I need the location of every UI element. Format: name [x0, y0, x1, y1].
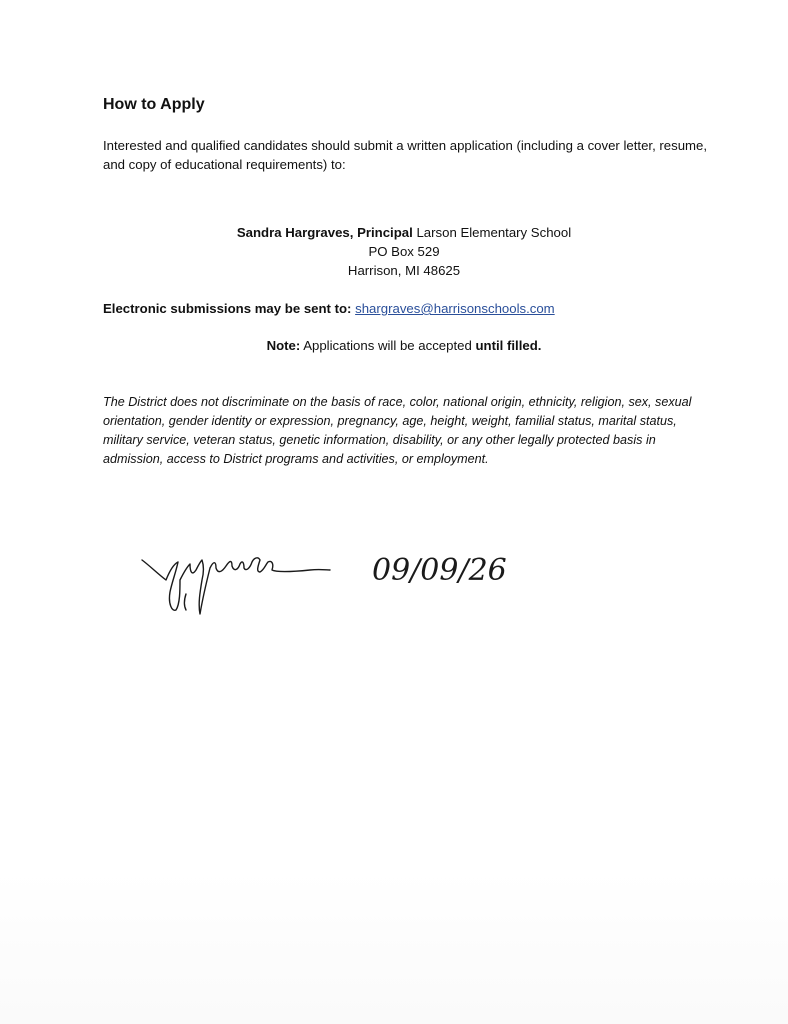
- city-state-zip: Harrison, MI 48625: [347, 263, 461, 278]
- date-text: 09/09/26: [372, 553, 507, 588]
- school-name: Larson Elementary School: [416, 225, 572, 240]
- po-box: PO Box 529: [368, 244, 440, 259]
- note-label: Note:: [266, 338, 301, 353]
- application-note: [103, 336, 705, 355]
- signature-date: [372, 553, 507, 588]
- mailing-address: [103, 223, 705, 280]
- electronic-label: Electronic submissions may be sent to:: [103, 301, 352, 316]
- email-link[interactable]: shargraves@harrisonschools.com: [355, 301, 555, 316]
- handwritten-signature: [140, 540, 520, 630]
- intro-paragraph: Interested and qualified candidates should submit a written application (including a cover letter, resume, and copy of educational requirements) to:: [103, 138, 708, 172]
- note-text: Applications will be accepted: [303, 338, 472, 353]
- recipient-name: Sandra Hargraves, Principal: [236, 225, 413, 240]
- nondiscrimination-statement: The District does not discriminate on the basis of race, color, national origin, ethnicity, religion, sex, sexual orientation, gender identity or expression, pregnancy, age, height, weight, familial status, marital status, military service, veteran status, genetic information, disability, or any other legally protected basis in admission, access to District programs and activities, or employment.: [103, 395, 692, 466]
- electronic-submission: [103, 299, 555, 318]
- note-emphasis: until filled.: [475, 338, 542, 353]
- address-line-1: [103, 223, 705, 242]
- section-heading: How to Apply: [103, 96, 205, 113]
